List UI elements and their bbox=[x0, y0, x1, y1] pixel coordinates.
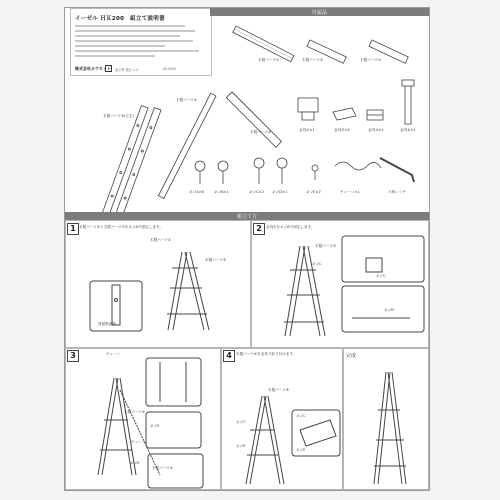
document-title: イーゼル ＨＫ200 組立て説明書 bbox=[75, 16, 165, 22]
company-address: 東京都 港区 1-2 bbox=[115, 68, 139, 72]
label-leg-b: 木製パーツ④ bbox=[250, 130, 272, 134]
step-1-inset-caption: 背面断面図 bbox=[98, 322, 116, 326]
step-5-caption: 完成 bbox=[346, 353, 357, 359]
label-main-a: 木製パーツ① bbox=[258, 58, 280, 62]
step-5-easel bbox=[374, 372, 406, 484]
label-leg-a: 木製パーツ④ bbox=[176, 98, 198, 102]
step-3-label-c: ネジE bbox=[130, 461, 140, 465]
label-screw2: ネジB×1 bbox=[214, 190, 229, 194]
label-bracket2: 金具②×2 bbox=[334, 128, 350, 132]
step-2-number: 2 bbox=[253, 223, 265, 235]
label-main-b: 木製パーツ② bbox=[302, 58, 324, 62]
step-3-inset-a-caption: ネジE bbox=[150, 424, 160, 428]
label-screw3: ネジC×2 bbox=[249, 190, 264, 194]
step-3-label-a: 木製パーツ④ bbox=[124, 410, 146, 414]
step-4-inset-caption: ネジC bbox=[296, 414, 306, 418]
label-hex: 六角レンチ bbox=[388, 190, 406, 194]
step-4-label-b: ネジC bbox=[236, 420, 246, 424]
label-screw5: ネジE×2 bbox=[306, 190, 321, 194]
label-screw1: ネジA×6 bbox=[189, 190, 204, 194]
label-chain: チェーン×1 bbox=[340, 190, 360, 194]
step-2-inset-b-caption: ネジD bbox=[384, 308, 394, 312]
label-bracket1: 金具①×1 bbox=[299, 128, 315, 132]
step-2-caption: 金具①をネジBで固定します。 bbox=[266, 225, 315, 229]
step-4-inset-caption-b: ネジE bbox=[296, 448, 306, 452]
company-phone: 03-0000 bbox=[163, 67, 177, 71]
step-4-number: 4 bbox=[223, 350, 235, 362]
step-3-inset-a bbox=[146, 358, 201, 406]
step-2-inset-a-caption: ネジC bbox=[376, 274, 386, 278]
label-rail: 木製パーツ③(左右) bbox=[103, 114, 135, 118]
step-2-label-b: ネジC bbox=[312, 262, 322, 266]
step-4-easel bbox=[246, 396, 284, 484]
step-3-label-b: チェーン bbox=[131, 440, 146, 444]
step-3-inset-b-caption: 木製パーツ④ bbox=[152, 466, 174, 470]
step-3-inset-b bbox=[146, 412, 201, 448]
step-1-easel bbox=[167, 252, 209, 330]
company-name: 株式会社カウネット bbox=[75, 66, 111, 71]
parts-section-title: 付属品 bbox=[311, 10, 327, 16]
step-1-label-a: 木製パーツ① bbox=[150, 238, 172, 242]
step-3-number: 3 bbox=[67, 350, 79, 362]
label-main-c: 木製パーツ③ bbox=[360, 58, 382, 62]
step-2-easel bbox=[284, 246, 325, 336]
step-4-label-c: ネジE bbox=[236, 444, 246, 448]
step-1-caption: 木製パーツ①と木製パーツ②をネジAで固定します。 bbox=[79, 225, 163, 229]
step-2-label-a: 木製パーツ③ bbox=[315, 244, 337, 248]
step-4-caption: 木製パーツ④を金具で取り付けます。 bbox=[236, 352, 297, 356]
step-1-label-b: 木製パーツ② bbox=[205, 258, 227, 262]
step-1-number: 1 bbox=[67, 223, 79, 235]
step-4-label-a: 木製パーツ⑤ bbox=[268, 388, 290, 392]
step-3-caption: チェーン bbox=[106, 352, 121, 356]
assembly-section-title: 組立て方 bbox=[236, 214, 257, 220]
label-screw4: ネジD×1 bbox=[272, 190, 288, 194]
label-bracket4: 金具④×1 bbox=[400, 128, 416, 132]
label-bracket3: 金具③×1 bbox=[368, 128, 384, 132]
step-3-inset-c bbox=[148, 454, 203, 488]
step-2-inset-b bbox=[342, 286, 424, 332]
